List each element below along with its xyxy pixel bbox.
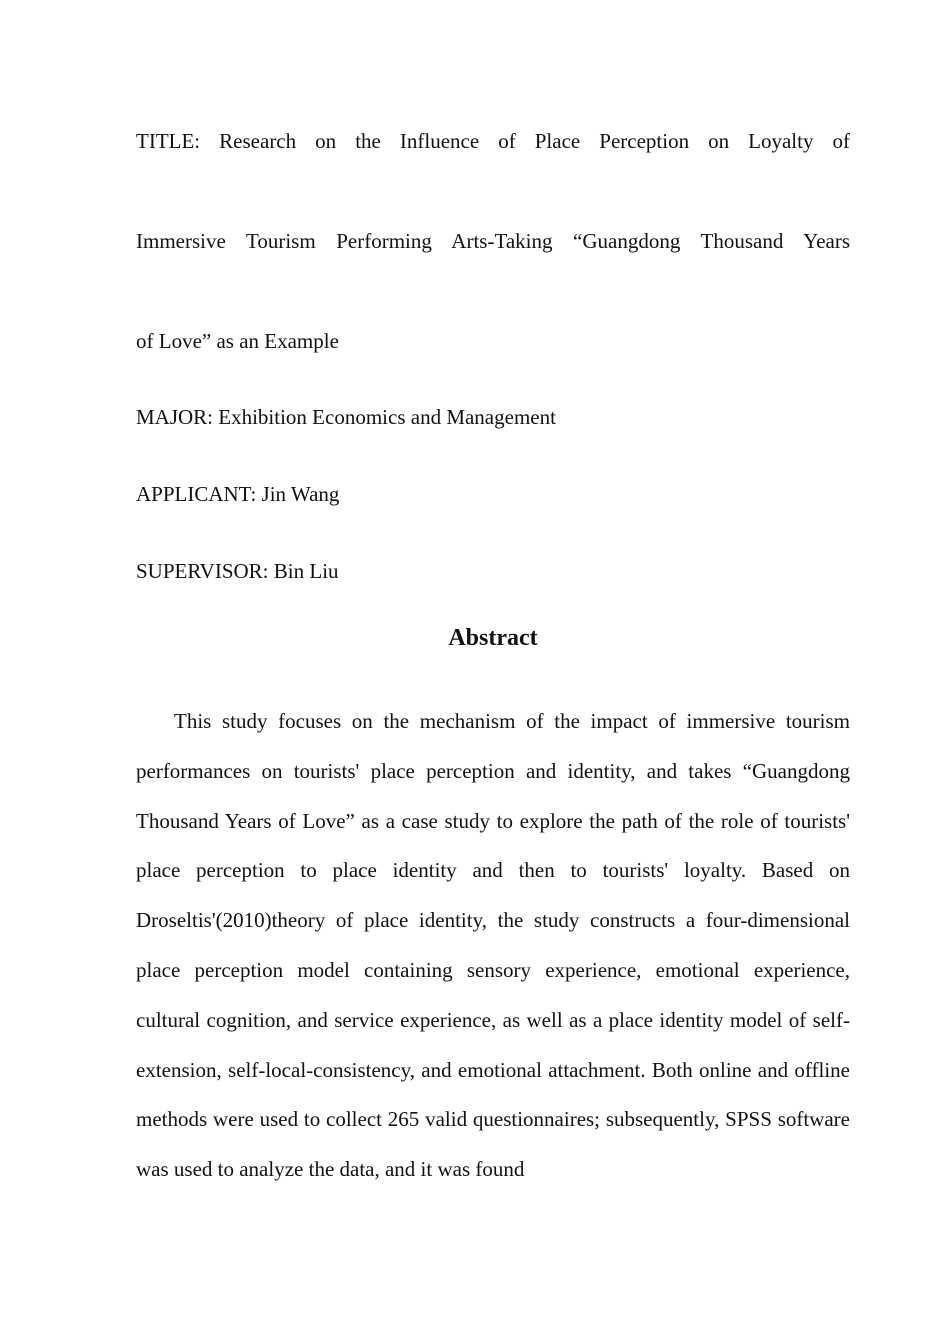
- title-line-3: of Love” as an Example: [136, 329, 339, 353]
- title-line-1: TITLE: Research on the Influence of Place Perception on Loyalty of: [136, 129, 850, 153]
- applicant-field: APPLICANT: Jin Wang: [136, 482, 340, 506]
- title-line-2: Immersive Tourism Performing Arts-Taking “Guangdong Thousand Years: [136, 229, 850, 253]
- abstract-heading: Abstract: [448, 625, 538, 651]
- supervisor-field: SUPERVISOR: Bin Liu: [136, 559, 339, 583]
- abstract-body: This study focuses on the mechanism of the impact of immersive tourism performances on tourists' place perception and identity, and takes “Guangdong Thousand Years of Love” as a case study to explore the path of the role of tourists' place perception to place identity and then to tourists' loyalty. Based on Droseltis'(2010)theory of place identity, the study constructs a four-dimensional place perception model containing sensory experience, emotional experience, cultural cognition, and service experience, as well as a place identity model of self-extension, self-local-consistency, and emotional attachment. Both online and offline methods were used to collect 265 valid questionnaires; subsequently, SPSS software was used to analyze the data, and it was found: [136, 709, 850, 1182]
- major-field: MAJOR: Exhibition Economics and Management: [136, 405, 556, 429]
